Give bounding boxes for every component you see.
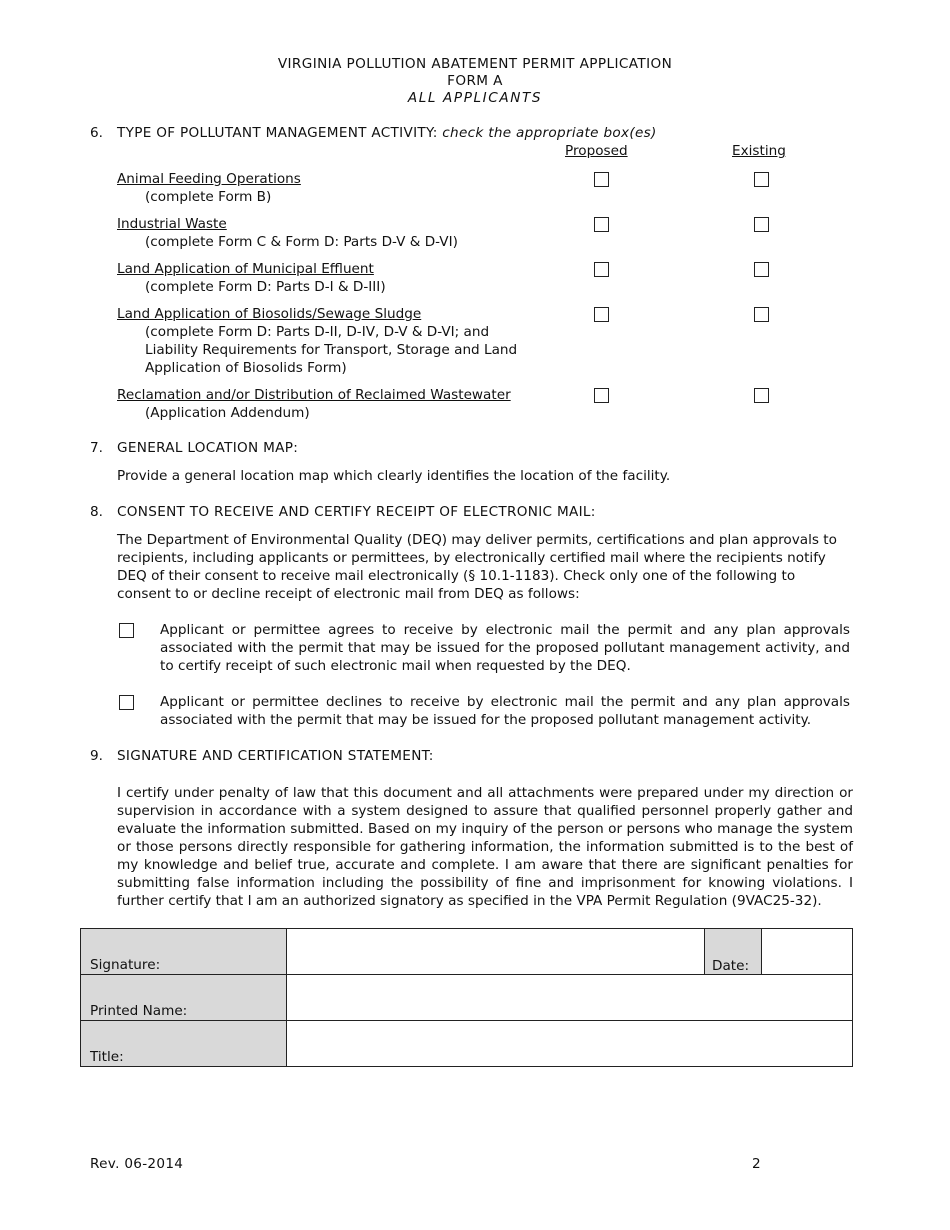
- title-label: Title:: [90, 1049, 124, 1065]
- proposed-checkbox-municipal-effluent[interactable]: [594, 262, 609, 277]
- activity-detail: Liability Requirements for Transport, Storage and Land: [145, 342, 518, 358]
- existing-checkbox-animal-feeding[interactable]: [754, 172, 769, 187]
- form-subtitle: FORM A: [447, 73, 503, 89]
- section-9-title: SIGNATURE AND CERTIFICATION STATEMENT:: [117, 748, 434, 764]
- proposed-checkbox-reclaimed-wastewater[interactable]: [594, 388, 609, 403]
- existing-checkbox-reclaimed-wastewater[interactable]: [754, 388, 769, 403]
- email-consent-agree-text: Applicant or permittee agrees to receive by electronic mail the permit and any plan approvals associated with the permit that may be issued for the proposed pollutant management activity, and to certify receipt of such electronic mail when requested by the DEQ.: [160, 622, 850, 674]
- printed-name-label: Printed Name:: [90, 1003, 188, 1019]
- activity-detail: (complete Form D: Parts D-II, D-IV, D-V & D-VI; and: [145, 324, 490, 340]
- column-header-existing: Existing: [732, 143, 786, 159]
- activity-detail: (Application Addendum): [145, 405, 310, 421]
- section-8-text: The Department of Environmental Quality (DEQ) may deliver permits, certifications and plan approvals to recipients, including applicants or permittees, by electronically certified mail where the recipients notify DEQ of their consent to receive mail electronically (§ 10.1-1183). Check only one of the following to consent to or decline receipt of electronic mail from DEQ as follows:: [117, 532, 837, 602]
- section-6-number: 6.: [90, 125, 103, 141]
- section-8-title: CONSENT TO RECEIVE AND CERTIFY RECEIPT OF ELECTRONIC MAIL:: [117, 504, 596, 520]
- printed-name-field[interactable]: [287, 975, 853, 1021]
- printed-name-label-cell: [81, 975, 287, 1021]
- proposed-checkbox-industrial-waste[interactable]: [594, 217, 609, 232]
- email-consent-decline-text: Applicant or permittee declines to receive by electronic mail the permit and any plan approvals associated with the permit that may be issued for the proposed pollutant management activity.: [160, 694, 850, 728]
- email-consent-decline-checkbox[interactable]: [119, 695, 134, 710]
- activity-detail: (complete Form B): [145, 189, 272, 205]
- section-6-title: TYPE OF POLLUTANT MANAGEMENT ACTIVITY:: [117, 125, 438, 141]
- form-title: VIRGINIA POLLUTION ABATEMENT PERMIT APPLICATION: [277, 56, 673, 72]
- email-consent-agree-checkbox[interactable]: [119, 623, 134, 638]
- existing-checkbox-industrial-waste[interactable]: [754, 217, 769, 232]
- section-7-number: 7.: [90, 440, 103, 456]
- signature-label-cell: [81, 929, 287, 975]
- date-label-cell: [705, 929, 762, 975]
- date-label: Date:: [712, 958, 750, 974]
- revision-date: Rev. 06-2014: [90, 1156, 184, 1172]
- signature-label: Signature:: [90, 957, 161, 973]
- title-label-cell: [81, 1021, 287, 1067]
- activity-name: Animal Feeding Operations: [117, 171, 301, 187]
- activity-name: Land Application of Biosolids/Sewage Sludge: [117, 306, 422, 322]
- page-number: 2: [752, 1156, 761, 1172]
- form-audience: ALL APPLICANTS: [407, 90, 543, 106]
- section-8-number: 8.: [90, 504, 103, 520]
- activity-detail: Application of Biosolids Form): [145, 360, 347, 376]
- existing-checkbox-municipal-effluent[interactable]: [754, 262, 769, 277]
- activity-name: Land Application of Municipal Effluent: [117, 261, 374, 277]
- activity-name: Reclamation and/or Distribution of Reclaimed Wastewater: [117, 387, 511, 403]
- activity-detail: (complete Form D: Parts D-I & D-III): [145, 279, 386, 295]
- proposed-checkbox-animal-feeding[interactable]: [594, 172, 609, 187]
- activity-name: Industrial Waste: [117, 216, 227, 232]
- title-field[interactable]: [287, 1021, 853, 1067]
- section-9-number: 9.: [90, 748, 103, 764]
- existing-checkbox-biosolids[interactable]: [754, 307, 769, 322]
- activity-detail: (complete Form C & Form D: Parts D-V & D-VI): [145, 234, 458, 250]
- section-6-heading: [117, 125, 657, 141]
- signature-field[interactable]: [287, 929, 705, 975]
- proposed-checkbox-biosolids[interactable]: [594, 307, 609, 322]
- column-header-proposed: Proposed: [565, 143, 628, 159]
- date-field[interactable]: [762, 929, 853, 975]
- section-7-text: Provide a general location map which clearly identifies the location of the facility.: [117, 468, 671, 484]
- certification-statement: I certify under penalty of law that this document and all attachments were prepared under my direction or supervision in accordance with a system designed to assure that qualified personnel properly gather and evaluate the information submitted. Based on my inquiry of the person or persons who manage the system or those persons directly responsible for gathering information, the information submitted is to the best of my knowledge and belief true, accurate and complete. I am aware that there are significant penalties for submitting false information including the possibility of fine and imprisonment for knowing violations. I further certify that I am an authorized signatory as specified in the VPA Permit Regulation (9VAC25-32).: [117, 785, 853, 909]
- section-6-instruction: check the appropriate box(es): [442, 125, 657, 141]
- signature-table: [80, 928, 853, 1067]
- section-7-title: GENERAL LOCATION MAP:: [117, 440, 299, 456]
